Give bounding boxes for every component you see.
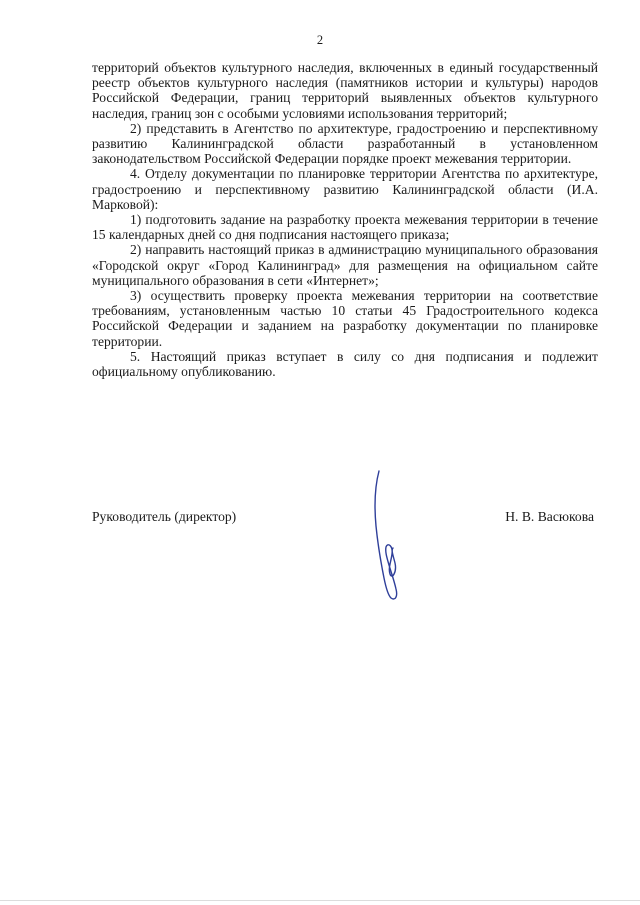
signature-block (92, 509, 598, 529)
paragraph-section-5: 5. Настоящий приказ вступает в силу со дня подписания и подлежит официальному опубликованию. (92, 348, 598, 380)
signature-stroke (375, 471, 397, 599)
paragraph-section-4-item-1: 1) подготовить задание на разработку проекта межевания территории в течение 15 календарных дней со дня подписания настоящего приказа; (92, 212, 598, 243)
signatory-title: Руководитель (директор) (92, 509, 237, 524)
paragraph-item-2: 2) представить в Агентство по архитектуре, градостроению и перспективному развитию Калининградской области разработанный в установленном законодательством Российской Федерации порядке проект межевания территории. (92, 120, 598, 167)
paragraph-section-4-item-2: 2) направить настоящий приказ в администрацию муниципального образования «Городской округ «Город Калининград» для размещения на официальном сайте муниципального образования в сети «Интернет»; (92, 242, 598, 288)
paragraph-continuation: территорий объектов культурного наследия, включенных в единый государственный реестр объектов культурного наследия (памятников истории и культуры) народов Российской Федерации, границ территорий выявленных объектов культурного наследия, границ зон с особыми условиями использования территорий; (92, 60, 598, 121)
paragraph-section-4-item-3: 3) осуществить проверку проекта межевания территории на соответствие требованиям, установленным частью 10 статьи 45 Градостроительного кодекса Российской Федерации и заданием на разработку документации по планировке территории. (92, 288, 598, 349)
page-bottom-edge (0, 900, 640, 901)
handwritten-signature (360, 468, 410, 603)
paragraph-section-4: 4. Отделу документации по планировке территории Агентства по архитектуре, градостроению и перспективному развитию Калининградской области (И.А. Марковой): (92, 166, 598, 212)
page-number: 2 (316, 33, 324, 47)
signatory-name: Н. В. Васюкова (505, 509, 594, 524)
document-body (92, 60, 598, 379)
